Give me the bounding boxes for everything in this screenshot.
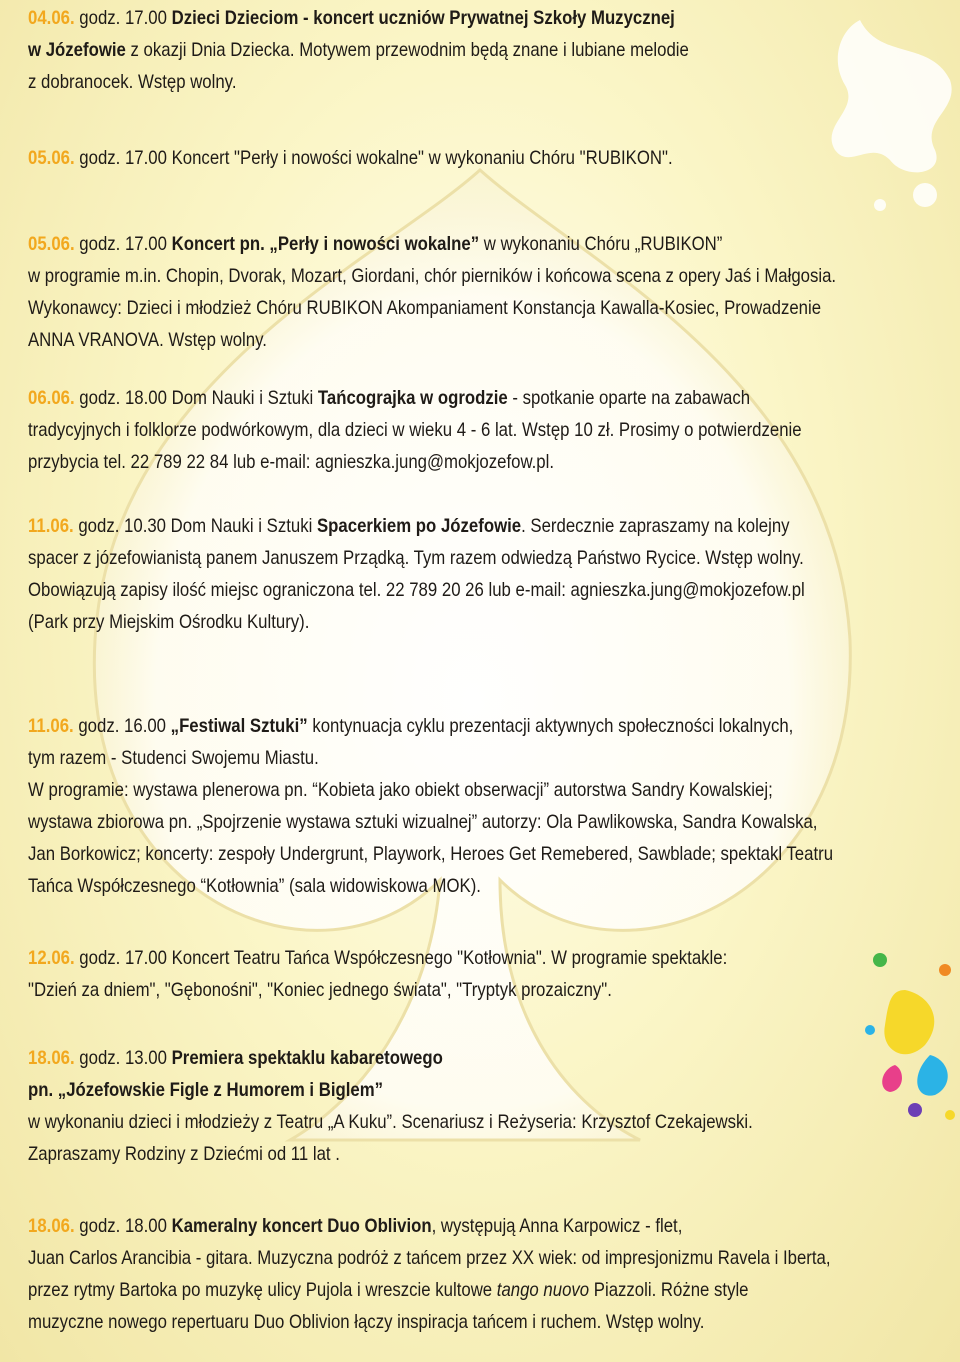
event-text: Obowiązują zapisy ilość miejsc ograniczona tel. 22 789 20 26 lub e-mail: agnieszka.jung@mokjozefow.pl <box>28 579 805 601</box>
event-date: 04.06. <box>28 7 75 29</box>
event-text: godz. 17.00 <box>74 7 172 29</box>
event-text: Jan Borkowicz; koncerty: zespoły Undergrunt, Playwork, Heroes Get Remebered, Sawblade; spektakl Teatru <box>28 843 834 865</box>
event-line <box>28 2 940 34</box>
event-title: Premiera spektaklu kabaretowego <box>171 1047 443 1069</box>
event-line <box>28 1210 940 1242</box>
event-line <box>28 1306 940 1338</box>
event-title: w Józefowie <box>28 39 126 61</box>
event-text: (Park przy Miejskim Ośrodku Kultury). <box>28 611 310 633</box>
event-title: „Festiwal Sztuki” <box>170 715 308 737</box>
event-text: "Dzień za dniem", "Gębonośni", "Koniec jednego świata", "Tryptyk prozaiczny". <box>28 979 612 1001</box>
event-text: Zapraszamy Rodziny z Dziećmi od 11 lat . <box>28 1143 340 1165</box>
event-text: tradycyjnych i folklorze podwórkowym, dla dzieci w wieku 4 - 6 lat. Wstęp 10 zł. Prosimy o potwierdzenie <box>28 419 802 441</box>
event-entry <box>28 510 940 638</box>
event-date: 18.06. <box>28 1047 75 1069</box>
event-line <box>28 382 940 414</box>
event-entry <box>28 2 940 98</box>
event-text: W programie: wystawa plenerowa pn. “Kobieta jako obiekt obserwacji” autorstwa Sandry Kowalskiej; <box>28 779 773 801</box>
event-line <box>28 66 940 98</box>
event-text: godz. 17.00 Koncert Teatru Tańca Współczesnego "Kotłownia". W programie spektakle: <box>74 947 728 969</box>
event-entry <box>28 942 940 1006</box>
event-title: Spacerkiem po Józefowie <box>316 515 522 537</box>
event-title: Koncert pn. „Perły i nowości wokalne” <box>171 233 480 255</box>
event-text: godz. 18.00 <box>74 1215 172 1237</box>
event-text: spacer z józefowianistą panem Januszem Prządką. Tym razem odwiedzą Państwo Rycice. Wstęp wolny. <box>28 547 804 569</box>
event-date: 12.06. <box>28 947 75 969</box>
event-text: - spotkanie oparte na zabawach <box>507 387 751 409</box>
event-line <box>28 838 940 870</box>
event-text: ANNA VRANOVA. Wstęp wolny. <box>28 329 267 351</box>
event-line <box>28 1138 940 1170</box>
event-line <box>28 228 940 260</box>
event-date: 11.06. <box>28 715 74 737</box>
event-text: kontynuacja cyklu prezentacji aktywnych społeczności lokalnych, <box>307 715 794 737</box>
event-line <box>28 574 940 606</box>
event-entry <box>28 142 940 174</box>
event-text: wystawa zbiorowa pn. „Spojrzenie wystawa sztuki wizualnej” autorzy: Ola Pawlikowska, Sandra Kowalska, <box>28 811 818 833</box>
event-line <box>28 1042 940 1074</box>
event-entry <box>28 1210 940 1338</box>
event-line <box>28 742 940 774</box>
event-entry <box>28 1042 940 1170</box>
event-entry <box>28 228 940 356</box>
event-text: godz. 13.00 <box>74 1047 172 1069</box>
event-line <box>28 710 940 742</box>
event-entry <box>28 382 940 478</box>
event-line <box>28 806 940 838</box>
event-line <box>28 324 940 356</box>
event-title: Dzieci Dzieciom - koncert uczniów Prywatnej Szkoły Muzycznej <box>171 7 675 29</box>
event-text: w programie m.in. Chopin, Dvorak, Mozart, Giordani, chór pierników i końcowa scena z opery Jaś i Małgosia. <box>28 265 837 287</box>
event-text: . Serdecznie zapraszamy na kolejny <box>521 515 790 537</box>
event-text: z okazji Dnia Dziecka. Motywem przewodnim będą znane i lubiane melodie <box>125 39 689 61</box>
event-entry <box>28 710 940 902</box>
event-line <box>28 260 940 292</box>
event-line <box>28 292 940 324</box>
event-line <box>28 446 940 478</box>
event-text: Piazzoli. Różne style <box>589 1279 749 1301</box>
event-italic-text: tango nuovo <box>496 1279 590 1301</box>
event-text: w wykonaniu dzieci i młodzieży z Teatru „A Kuku”. Scenariusz i Reżyseria: Krzysztof Czekajewski. <box>28 1111 753 1133</box>
event-text: Juan Carlos Arancibia - gitara. Muzyczna podróż z tańcem przez XX wiek: od impresjonizmu Ravela i Iberta, <box>28 1247 831 1269</box>
event-text: godz. 17.00 Koncert "Perły i nowości wokalne" w wykonaniu Chóru "RUBIKON". <box>74 147 673 169</box>
event-line <box>28 774 940 806</box>
event-text: godz. 18.00 Dom Nauki i Sztuki <box>74 387 318 409</box>
event-text: Wykonawcy: Dzieci i młodzież Chóru RUBIKON Akompaniament Konstancja Kawalla-Kosiec, Prowadzenie <box>28 297 822 319</box>
event-date: 05.06. <box>28 233 75 255</box>
event-line <box>28 414 940 446</box>
event-text: muzyczne nowego repertuaru Duo Oblivion łączy inspiracja tańcem i ruchem. Wstęp wolny. <box>28 1311 705 1333</box>
event-line <box>28 142 940 174</box>
event-line <box>28 542 940 574</box>
event-title: Tańcograjka w ogrodzie <box>317 387 508 409</box>
event-text: godz. 10.30 Dom Nauki i Sztuki <box>73 515 317 537</box>
event-text: przybycia tel. 22 789 22 84 lub e-mail: agnieszka.jung@mokjozefow.pl. <box>28 451 555 473</box>
event-line <box>28 870 940 902</box>
event-line <box>28 1242 940 1274</box>
event-date: 18.06. <box>28 1215 75 1237</box>
event-text: , występują Anna Karpowicz - flet, <box>431 1215 683 1237</box>
event-text: godz. 17.00 <box>74 233 172 255</box>
event-text: z dobranocek. Wstęp wolny. <box>28 71 237 93</box>
event-date: 05.06. <box>28 147 75 169</box>
event-line <box>28 510 940 542</box>
event-text: przez rytmy Bartoka po muzykę ulicy Pujola i wreszcie kultowe <box>28 1279 497 1301</box>
event-date: 06.06. <box>28 387 75 409</box>
event-line <box>28 1106 940 1138</box>
event-title: pn. „Józefowskie Figle z Humorem i Biglem” <box>28 1079 384 1101</box>
event-line <box>28 606 940 638</box>
event-date: 11.06. <box>28 515 74 537</box>
splash-dot <box>913 183 937 207</box>
event-line <box>28 34 940 66</box>
event-text: w wykonaniu Chóru „RUBIKON” <box>479 233 723 255</box>
event-title: Kameralny koncert Duo Oblivion <box>171 1215 432 1237</box>
event-line <box>28 1274 940 1306</box>
event-text: Tańca Współczesnego “Kotłownia” (sala widowiskowa MOK). <box>28 875 481 897</box>
splash-dot <box>874 199 886 211</box>
event-text: godz. 16.00 <box>73 715 171 737</box>
event-line <box>28 974 940 1006</box>
event-line <box>28 1074 940 1106</box>
event-line <box>28 942 940 974</box>
event-text: tym razem - Studenci Swojemu Miastu. <box>28 747 319 769</box>
